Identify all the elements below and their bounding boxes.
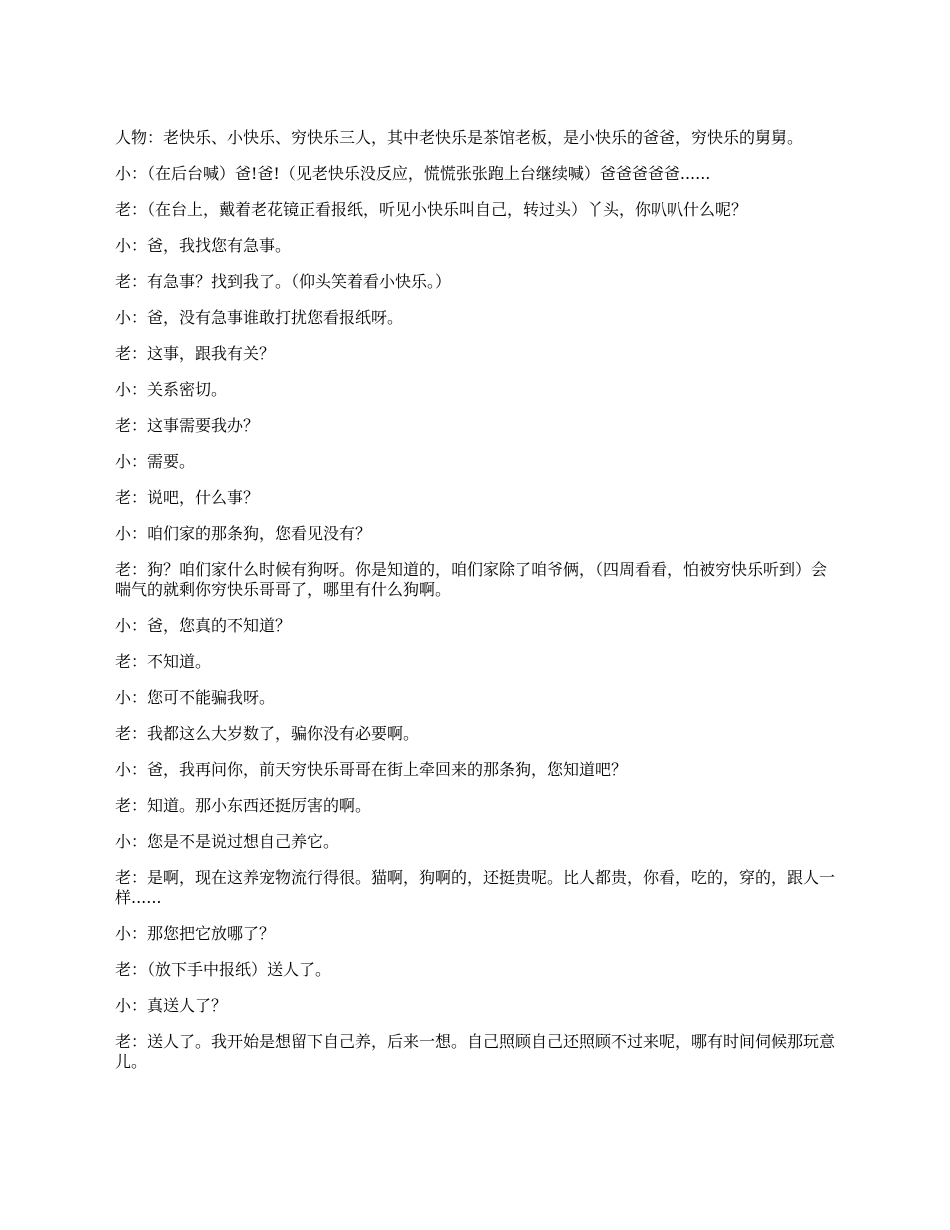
paragraph-line: 老：这事需要我办？ bbox=[115, 416, 260, 435]
paragraph-line: 小：您是不是说过想自己养它。 bbox=[115, 832, 340, 851]
paragraph-line: 小：您可不能骗我呀。 bbox=[115, 688, 276, 707]
paragraph-line: 老：狗？咱们家什么时候有狗呀。你是知道的，咱们家除了咱爷俩，（四周看看，怕被穷快乐听到）会喘气的就剩你穷快乐哥哥了，哪里有什么狗啊。 bbox=[115, 560, 828, 599]
paragraph-line: 老：（放下手中报纸）送人了。 bbox=[115, 960, 332, 979]
script-text bbox=[115, 128, 840, 1088]
paragraph-line: 老：（在台上，戴着老花镜正看报纸，听见小快乐叫自己，转过头）丫头，你叭叭什么呢？ bbox=[115, 200, 748, 219]
paragraph-line: 小：爸，没有急事谁敢打扰您看报纸呀。 bbox=[115, 308, 404, 327]
paragraph-line: 老：这事，跟我有关？ bbox=[115, 344, 276, 363]
paragraph-line: 老：送人了。我开始是想留下自己养，后来一想。自己照顾自己还照顾不过来呢，哪有时间伺候那玩意儿。 bbox=[115, 1032, 836, 1071]
paragraph-line: 老：我都这么大岁数了，骗你没有必要啊。 bbox=[115, 724, 420, 743]
paragraph-line: 老：知道。那小东西还挺厉害的啊。 bbox=[115, 796, 372, 815]
paragraph-line: 老：有急事？找到我了。（仰头笑着看小快乐。） bbox=[115, 272, 452, 291]
paragraph-line: 小：真送人了？ bbox=[115, 996, 228, 1015]
paragraph-line: 小：关系密切。 bbox=[115, 380, 228, 399]
paragraph-line: 老：说吧，什么事？ bbox=[115, 488, 260, 507]
paragraph-line: 小：那您把它放哪了？ bbox=[115, 924, 276, 943]
paragraph-characters: 人物：老快乐、小快乐、穷快乐三人，其中老快乐是茶馆老板，是小快乐的爸爸，穷快乐的舅舅。 bbox=[115, 128, 804, 147]
paragraph-line: 小：需要。 bbox=[115, 452, 196, 471]
paragraph-line: 小：爸，我找您有急事。 bbox=[115, 236, 292, 255]
paragraph-line: 小：咱们家的那条狗，您看见没有？ bbox=[115, 524, 372, 543]
paragraph-line: 小：（在后台喊）爸!爸!（见老快乐没反应，慌慌张张跑上台继续喊）爸爸爸爸爸...... bbox=[115, 164, 711, 183]
paragraph-line: 老：是啊，现在这养宠物流行得很。猫啊，狗啊的，还挺贵呢。比人都贵，你看，吃的，穿的，跟人一样...... bbox=[115, 868, 836, 907]
paragraph-line: 老：不知道。 bbox=[115, 652, 212, 671]
paragraph-line: 小：爸，我再问你，前天穷快乐哥哥在街上牵回来的那条狗，您知道吧？ bbox=[115, 760, 628, 779]
paragraph-line: 小：爸，您真的不知道？ bbox=[115, 616, 292, 635]
